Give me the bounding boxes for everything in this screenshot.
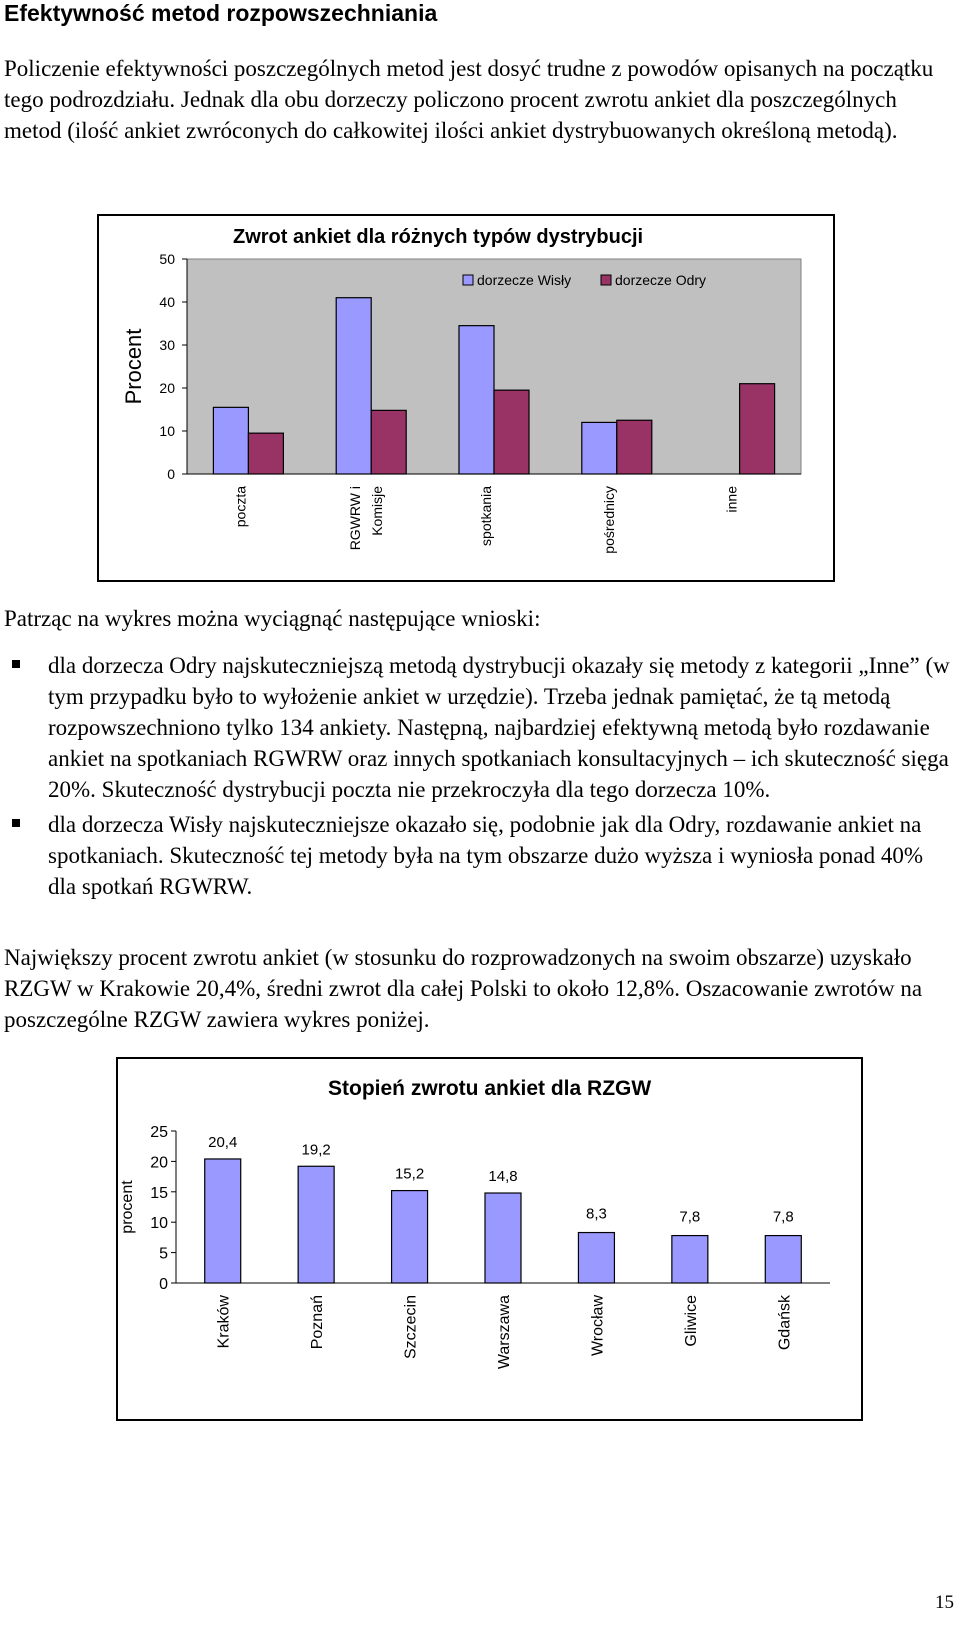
y-tick-label: 25 [150,1124,168,1141]
bar-odra [371,410,406,474]
chart-distribution-methods [97,214,835,582]
y-tick-label: 5 [159,1245,168,1263]
x-tick-label: Wrocław [589,1295,607,1357]
bar-odra [740,384,775,474]
chart-title: Zwrot ankiet dla różnych typów dystrybucji [233,226,644,248]
bar [578,1233,614,1283]
x-tick-label: Poznań [309,1295,327,1350]
y-axis-label: procent [119,1180,136,1234]
bar [672,1236,708,1283]
bar-wisla [582,422,617,474]
page-number: 15 [935,1592,954,1613]
x-tick-label: spotkania [478,486,494,546]
paragraph-intro: Policzenie efektywności poszczególnych metod jest dosyć trudne z powodów opisanych na początku tego podrozdziału. Jednak dla obu dorzeczy policzono procent zwrotu ankiet dla poszczególnych metod (ilość ankiet zwróconych do całkowitej ilości ankiet dystrybuowanych określoną metodą). [4,56,934,143]
y-tick-label: 0 [167,466,175,482]
x-tick-label: Szczecin [402,1295,420,1360]
bar-wisla [336,298,371,474]
y-axis-label: Procent [121,328,146,405]
chart-rzgw-return [116,1057,863,1421]
chart-title: Stopień zwrotu ankiet dla RZGW [328,1077,652,1100]
bar-wisla [459,326,494,474]
y-tick-label: 30 [159,337,175,353]
data-label: 8,3 [585,1205,607,1223]
bullet-square-icon [12,819,20,827]
legend-label: dorzecze Odry [615,272,707,288]
x-tick-label: Gdańsk [776,1295,794,1351]
x-tick-label: pośrednicy [600,486,617,554]
data-label: 20,4 [208,1133,238,1151]
y-tick-label: 20 [159,380,175,396]
x-tick-label: poczta [232,486,249,528]
bar-wisla [213,407,248,474]
bullet-square-icon [12,660,20,668]
bar [392,1191,428,1283]
legend-label: dorzecze Wisły [477,272,572,288]
bar [485,1193,521,1283]
data-label: 7,8 [772,1208,794,1226]
data-label: 7,8 [679,1208,701,1226]
chart-distribution-methods-svg [99,216,833,580]
legend-swatch [601,275,611,285]
bar [298,1166,334,1283]
bar-odra [617,420,652,474]
paragraph-conclusions-intro: Patrząc na wykres można wyciągnąć następujące wnioski: [4,606,541,631]
paragraph-rzgw: Największy procent zwrotu ankiet (w stosunku do rozprowadzonych na swoim obszarze) uzyskało RZGW w Krakowie 20,4%, średni zwrot dla całej Polski to około 12,8%. Oszacowanie zwrotów na poszczególne RZGW zawiera wykres poniżej. [4,945,923,1032]
bar [205,1159,241,1283]
y-tick-label: 10 [159,423,175,439]
y-tick-label: 10 [150,1215,168,1233]
x-tick-label: Gliwice [682,1295,700,1347]
x-tick-label: Komisje [369,486,386,536]
data-label: 14,8 [488,1168,518,1186]
y-tick-label: 0 [159,1276,168,1293]
y-tick-label: 20 [150,1154,168,1172]
y-tick-label: 15 [150,1184,168,1202]
x-tick-label: Kraków [215,1295,233,1349]
bar-odra [494,390,529,474]
x-tick-label: inne [723,486,740,513]
data-label: 15,2 [394,1165,425,1183]
chart-rzgw-return-svg [118,1059,861,1419]
data-label: 19,2 [301,1141,331,1159]
bar [765,1236,801,1283]
section-heading: Efektywność metod rozpowszechniania [4,0,438,26]
list-item-text: dla dorzecza Wisły najskuteczniejsze okazało się, podobnie jak dla Odry, rozdawanie ankiet na spotkaniach. Skuteczność tej metody była na tym obszarze dużo wyższa i wyniosła ponad 40% dla spotkań RGWRW. [48,812,924,899]
list-item-text: dla dorzecza Odry najskuteczniejszą metodą dystrybucji okazały się metody z kategorii „Inne” (w tym przypadku było to wyłożenie ankiet w urzędzie). Trzeba jednak pamiętać, że tą metodą rozpowszechniono tylko 134 ankiety. Następną, najbardziej efektywną metodą było rozdawanie ankiet na spotkaniach RGWRW oraz innych spotkaniach konsultacyjnych – ich skuteczność sięga 20%. Skuteczność dystrybucji poczta nie przekroczyła dla tego dorzecza 10%. [48,653,950,802]
x-tick-label: Warszawa [496,1295,513,1370]
x-tick-label: RGWRW i [347,486,364,551]
legend-swatch [463,275,473,285]
bar-odra [248,433,283,474]
y-tick-label: 40 [159,294,175,310]
list-item [4,650,956,805]
list-item [4,809,956,902]
conclusions-list [4,650,956,906]
y-tick-label: 50 [159,251,175,267]
